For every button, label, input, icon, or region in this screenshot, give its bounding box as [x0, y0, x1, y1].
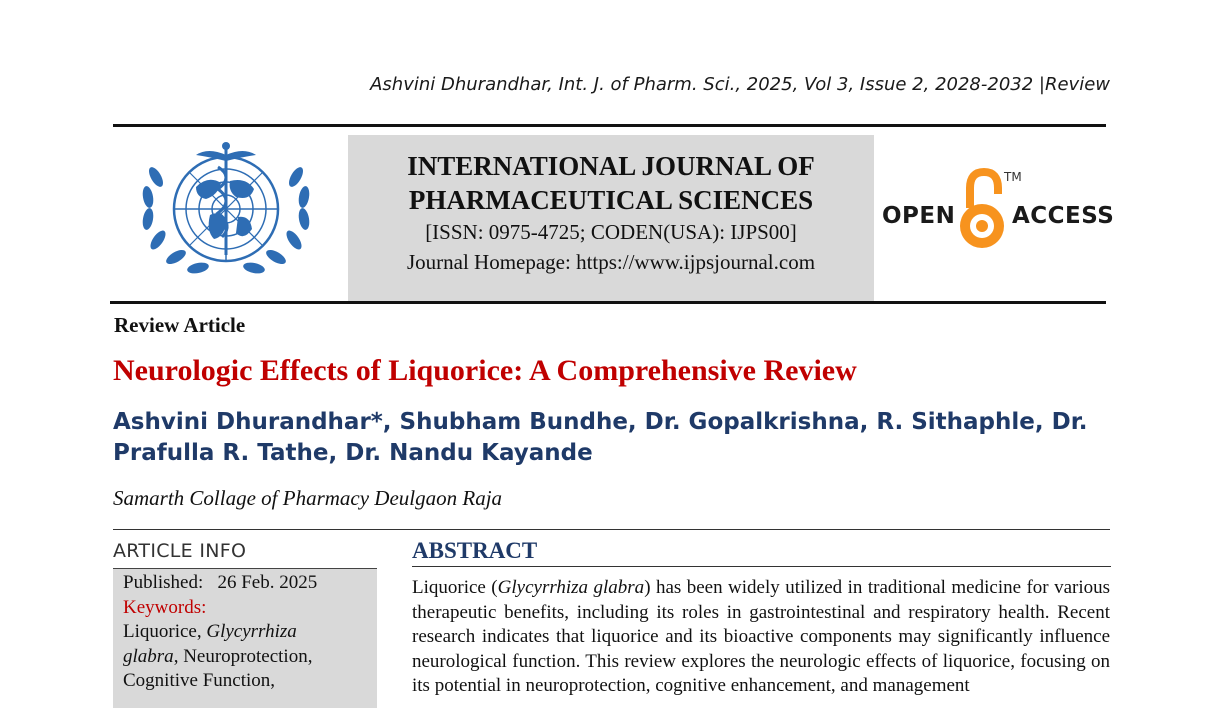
keyword: Cognitive Function,: [123, 670, 275, 691]
article-type: Review Article: [114, 313, 246, 337]
masthead-bottom-rule: [110, 301, 1106, 304]
published-date: 26 Feb. 2025: [217, 572, 318, 593]
article-info-heading: ARTICLE INFO: [113, 540, 247, 562]
journal-homepage-link[interactable]: Journal Homepage: https://www.ijpsjournal.com: [406, 250, 816, 274]
abstract-heading: ABSTRACT: [412, 538, 538, 563]
abstract-text-rest: ) has been widely utilized in traditional medicine for various therapeutic benefits, including its roles in gastrointestinal and respiratory health. Recent research indicates that liquorice and its bioactive components may significantly influence neurological function. This review explores the neurologic effects of liquorice, focusing on its potential in neuroprotection, cognitive enhancement, and management: [412, 577, 1111, 696]
article-info-box: [113, 568, 377, 708]
keywords-list: [123, 620, 338, 694]
keyword: , Neuroprotection,: [173, 645, 313, 667]
open-access-word-open: OPEN: [882, 203, 956, 229]
abstract-text-start: Liquorice (: [412, 577, 498, 598]
article-title: Neurologic Effects of Liquorice: A Comprehensive Review: [113, 354, 857, 387]
running-head: Ashvini Dhurandhar, Int. J. of Pharm. Sci., 2025, Vol 3, Issue 2, 2028-2032 |Review: [370, 74, 1110, 95]
section-rule: [113, 529, 1110, 530]
journal-title-line1: INTERNATIONAL JOURNAL OF: [407, 151, 815, 181]
open-access-logo: [880, 168, 1115, 253]
journal-issn: [ISSN: 0975-4725; CODEN(USA): IJPS00]: [425, 220, 797, 244]
authors-line1: Ashvini Dhurandhar*, Shubham Bundhe, Dr. Gopalkrishna, R. Sithaphle, Dr.: [113, 409, 1088, 435]
journal-emblem-icon: [126, 137, 326, 287]
authors-line2: Prafulla R. Tathe, Dr. Nandu Kayande: [113, 440, 593, 466]
abstract-rule: [412, 566, 1111, 567]
top-rule: [113, 124, 1106, 127]
trademark-symbol: TM: [1004, 170, 1022, 184]
affiliation: Samarth Collage of Pharmacy Deulgaon Raja: [113, 486, 503, 510]
keyword: Liquorice,: [123, 621, 202, 642]
abstract-species-name: Glycyrrhiza glabra: [497, 577, 645, 598]
author-list: [113, 407, 1113, 469]
journal-title-line2: PHARMACEUTICAL SCIENCES: [408, 185, 814, 215]
open-lock-icon: [956, 168, 1008, 252]
open-access-word-access: ACCESS: [1012, 203, 1115, 229]
abstract-text: [412, 576, 1110, 699]
keyword-species: Glycyrrhiza glabra: [123, 621, 297, 667]
keywords-label: Keywords:: [123, 596, 207, 618]
journal-masthead: [348, 135, 874, 301]
published-row: [123, 571, 377, 596]
published-label: Published:: [123, 572, 204, 593]
